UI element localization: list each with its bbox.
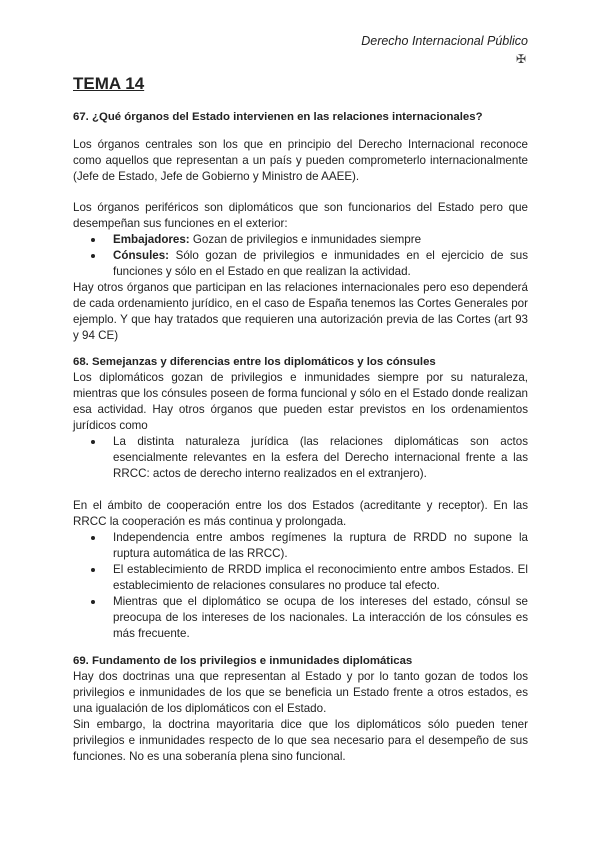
- list-item: El establecimiento de RRDD implica el reconocimiento entre ambos Estados. El establecimiento de relaciones consulares no produce tal efecto.: [113, 563, 528, 592]
- cross-icon: ✠: [515, 52, 526, 66]
- list-item: Mientras que el diplomático se ocupa de los intereses del estado, cónsul se preocupa de los intereses de los nacionales. La interacción de los cónsules es más frecuente.: [113, 595, 528, 640]
- bullet-list: [73, 530, 528, 642]
- paragraph: Sin embargo, la doctrina mayoritaria dice que los diplomáticos sólo pueden tener privilegios e inmunidades respecto de lo que sea necesario para el desempeño de sus funciones. No es una soberanía plena sino funcional.: [73, 718, 528, 763]
- paragraph: Hay otros órganos que participan en las relaciones internacionales pero eso dependerá de cada ordenamiento jurídico, en el caso de España tenemos las Cortes Generales por ejemplo. Y que hay tratados que requieren una autorización previa de las Cortes (art 93 y 94 CE): [73, 281, 528, 342]
- document-header-title: Derecho Internacional Público: [361, 34, 528, 48]
- paragraph: Los órganos centrales son los que en principio del Derecho Internacional reconoce como aquellos que representan a un país y pueden comprometerlo internacionalmente (Jefe de Estado, Jefe de Gobierno y Ministro de AAEE).: [73, 138, 528, 183]
- section-69: [73, 653, 528, 765]
- list-item: [113, 248, 528, 280]
- list-item: [113, 232, 528, 248]
- section-heading: 69. Fundamento de los privilegios e inmunidades diplomáticas: [73, 655, 413, 667]
- bullet-list: [73, 232, 528, 280]
- paragraph: En el ámbito de cooperación entre los dos Estados (acreditante y receptor). En las RRCC la cooperación es más continua y prolongada.: [73, 499, 528, 528]
- bullet-list: [73, 434, 528, 482]
- chapter-title: TEMA 14: [73, 74, 145, 93]
- paragraph: Hay dos doctrinas una que representan al Estado y por lo tanto gozan de todos los privilegios e inmunidades de los que se beneficia un Estado frente a otros estados, es una igualación de los diplomáticos con el Estado.: [73, 670, 528, 715]
- list-item: Independencia entre ambos regímenes la ruptura de RRDD no supone la ruptura automática de las RRCC).: [113, 531, 528, 560]
- term: Cónsules:: [113, 249, 170, 262]
- section-heading: 68. Semejanzas y diferencias entre los diplomáticos y los cónsules: [73, 356, 436, 368]
- section-heading: 67. ¿Qué órganos del Estado intervienen en las relaciones internacionales?: [73, 111, 483, 123]
- paragraph: Los diplomáticos gozan de privilegios e inmunidades siempre por su naturaleza, mientras que los cónsules poseen de forma funcional y sólo en el Estado donde realizan esa actividad. Hay otros órganos que pueden estar previstos en los ordenamientos jurídicos como: [73, 371, 528, 432]
- list-item: La distinta naturaleza jurídica (las relaciones diplomáticas son actos esencialmente relevantes en la esfera del Derecho internacional frente a las RRCC: actos de derecho interno realizados en el extranjero).: [113, 435, 528, 480]
- paragraph: Los órganos periféricos son diplomáticos que son funcionarios del Estado pero que desempeñan sus funciones en el exterior:: [73, 201, 528, 230]
- definition: Gozan de privilegios e inmunidades siempre: [189, 233, 422, 246]
- term: Embajadores:: [113, 233, 190, 246]
- section-68: [73, 354, 528, 642]
- section-67: [73, 109, 528, 344]
- definition: Sólo gozan de privilegios e inmunidades en el ejercicio de sus funciones y sólo en el Estado en que realizan la actividad.: [113, 249, 528, 278]
